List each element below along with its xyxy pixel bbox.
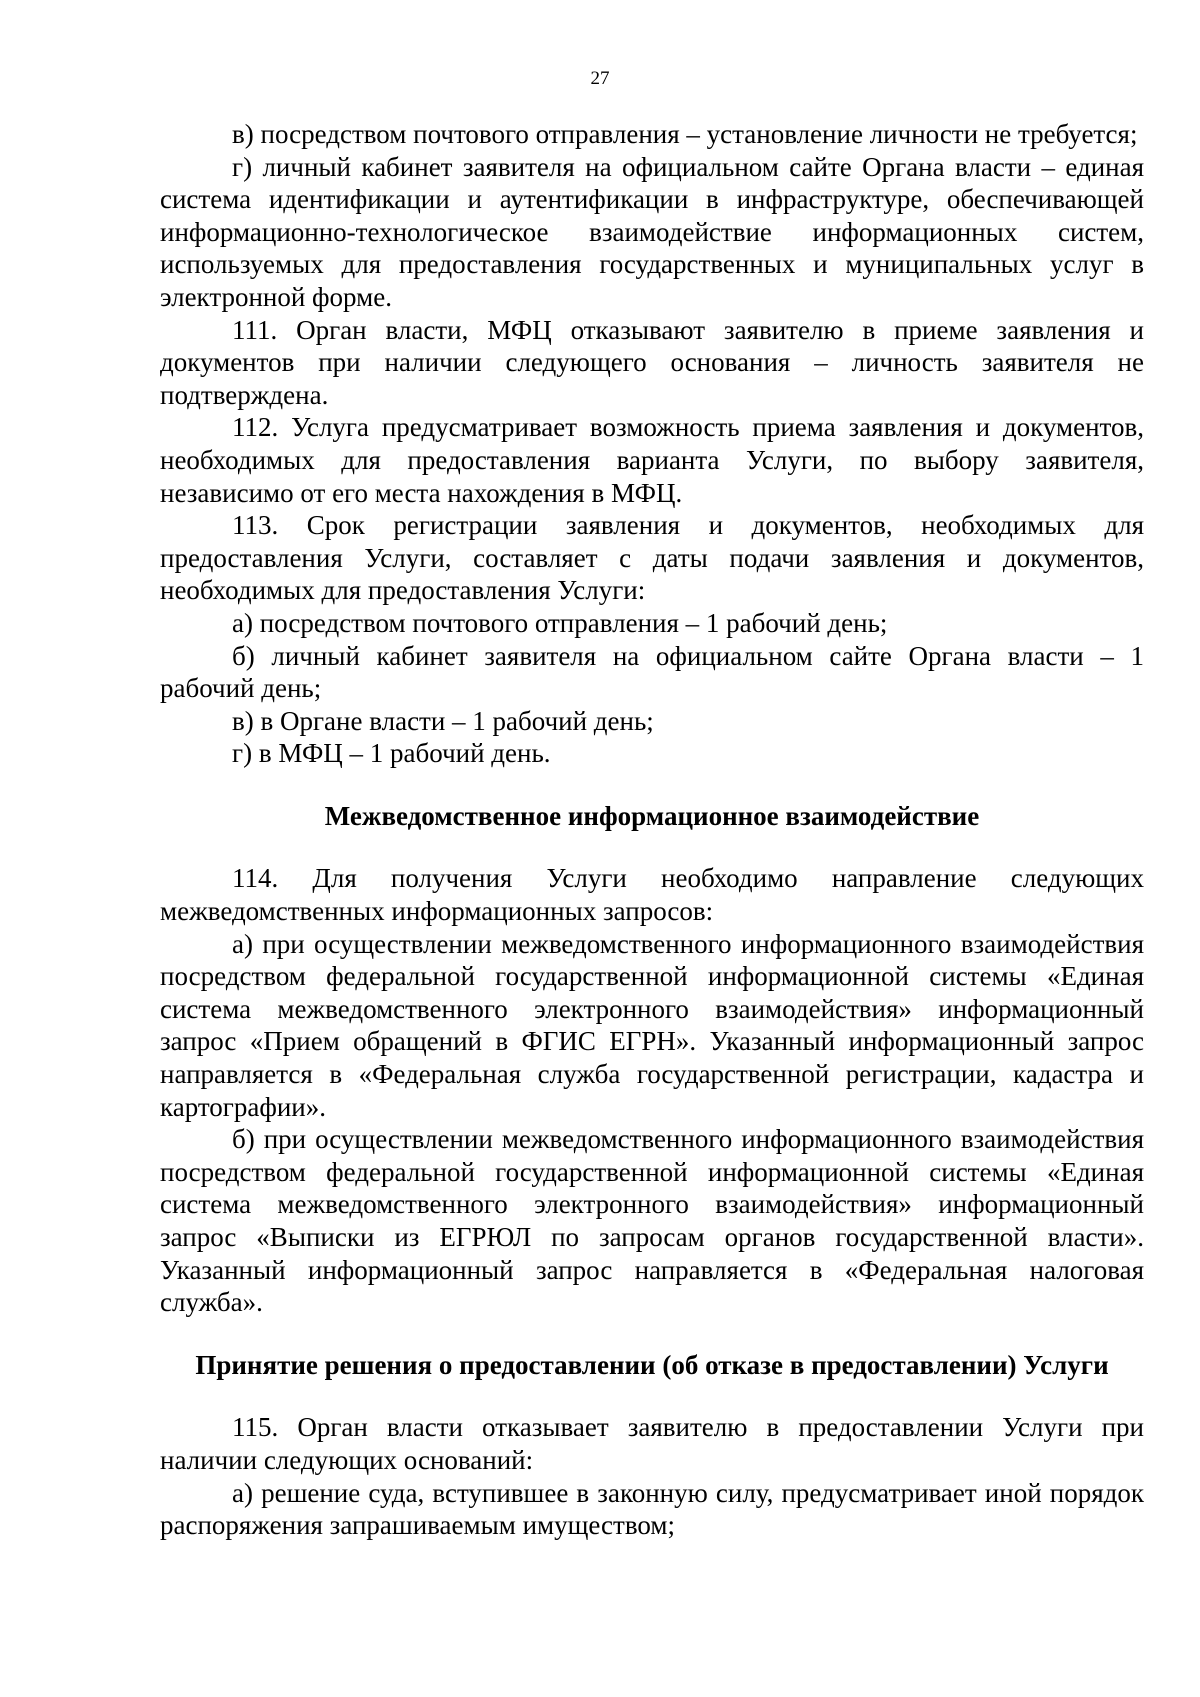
- paragraph-115-a: а) решение суда, вступившее в законную силу, предусматривает иной порядок распоряжения запрашиваемым имуществом;: [160, 1477, 1144, 1541]
- section-heading-interagency: Межведомственное информационное взаимодействие: [324, 800, 980, 831]
- paragraph-item-g-personal-cabinet: г) личный кабинет заявителя на официальном сайте Органа власти – единая система идентификации и аутентификации в инфраструктуре, обеспечивающей информационно-технологическое взаимодействие информационных систем, используемых для предоставления государственных и муниципальных услуг в электронной форме.: [160, 151, 1144, 312]
- page-number: 27: [590, 68, 610, 89]
- paragraph-item-v-postal: в) посредством почтового отправления – установление личности не требуется;: [232, 119, 1138, 149]
- section-heading-decision: Принятие решения о предоставлении (об отказе в предоставлении) Услуги: [195, 1349, 1109, 1380]
- document-body: [160, 118, 1144, 1542]
- paragraph-114: 114. Для получения Услуги необходимо направление следующих межведомственных информационных запросов:: [160, 863, 1144, 927]
- paragraph-115: 115. Орган власти отказывает заявителю в предоставлении Услуги при наличии следующих оснований:: [160, 1412, 1144, 1475]
- paragraph-113: 113. Срок регистрации заявления и документов, необходимых для предоставления Услуги, составляет с даты подачи заявления и документов, необходимых для предоставления Услуги:: [160, 510, 1144, 606]
- paragraph-112: 112. Услуга предусматривает возможность приема заявления и документов, необходимых для предоставления варианта Услуги, по выбору заявителя, независимо от его места нахождения в МФЦ.: [160, 412, 1144, 508]
- paragraph-111: 111. Орган власти, МФЦ отказывают заявителю в приеме заявления и документов при наличии следующего основания – личность заявителя не подтверждена.: [160, 314, 1144, 410]
- paragraph-113-g: г) в МФЦ – 1 рабочий день.: [232, 738, 551, 769]
- paragraph-113-a: а) посредством почтового отправления – 1 рабочий день;: [232, 607, 888, 638]
- paragraph-113-v: в) в Органе власти – 1 рабочий день;: [232, 705, 654, 736]
- paragraph-114-b: б) при осуществлении межведомственного информационного взаимодействия посредством федеральной государственной информационной системы «Единая система межведомственного электронного взаимодействия» информационный запрос «Выписки из ЕГРЮЛ по запросам органов государственной власти». Указанный информационный запрос направляется в «Федеральная налоговая служба».: [160, 1124, 1144, 1318]
- paragraph-114-a: а) при осуществлении межведомственного информационного взаимодействия посредством федеральной государственной информационной системы «Единая система межведомственного электронного взаимодействия» информационный запрос «Прием обращений в ФГИС ЕГРН». Указанный информационный запрос направляется в «Федеральная служба государственной регистрации, кадастра и картографии».: [160, 928, 1144, 1122]
- paragraph-113-b: б) личный кабинет заявителя на официальном сайте Органа власти – 1 рабочий день;: [160, 640, 1144, 704]
